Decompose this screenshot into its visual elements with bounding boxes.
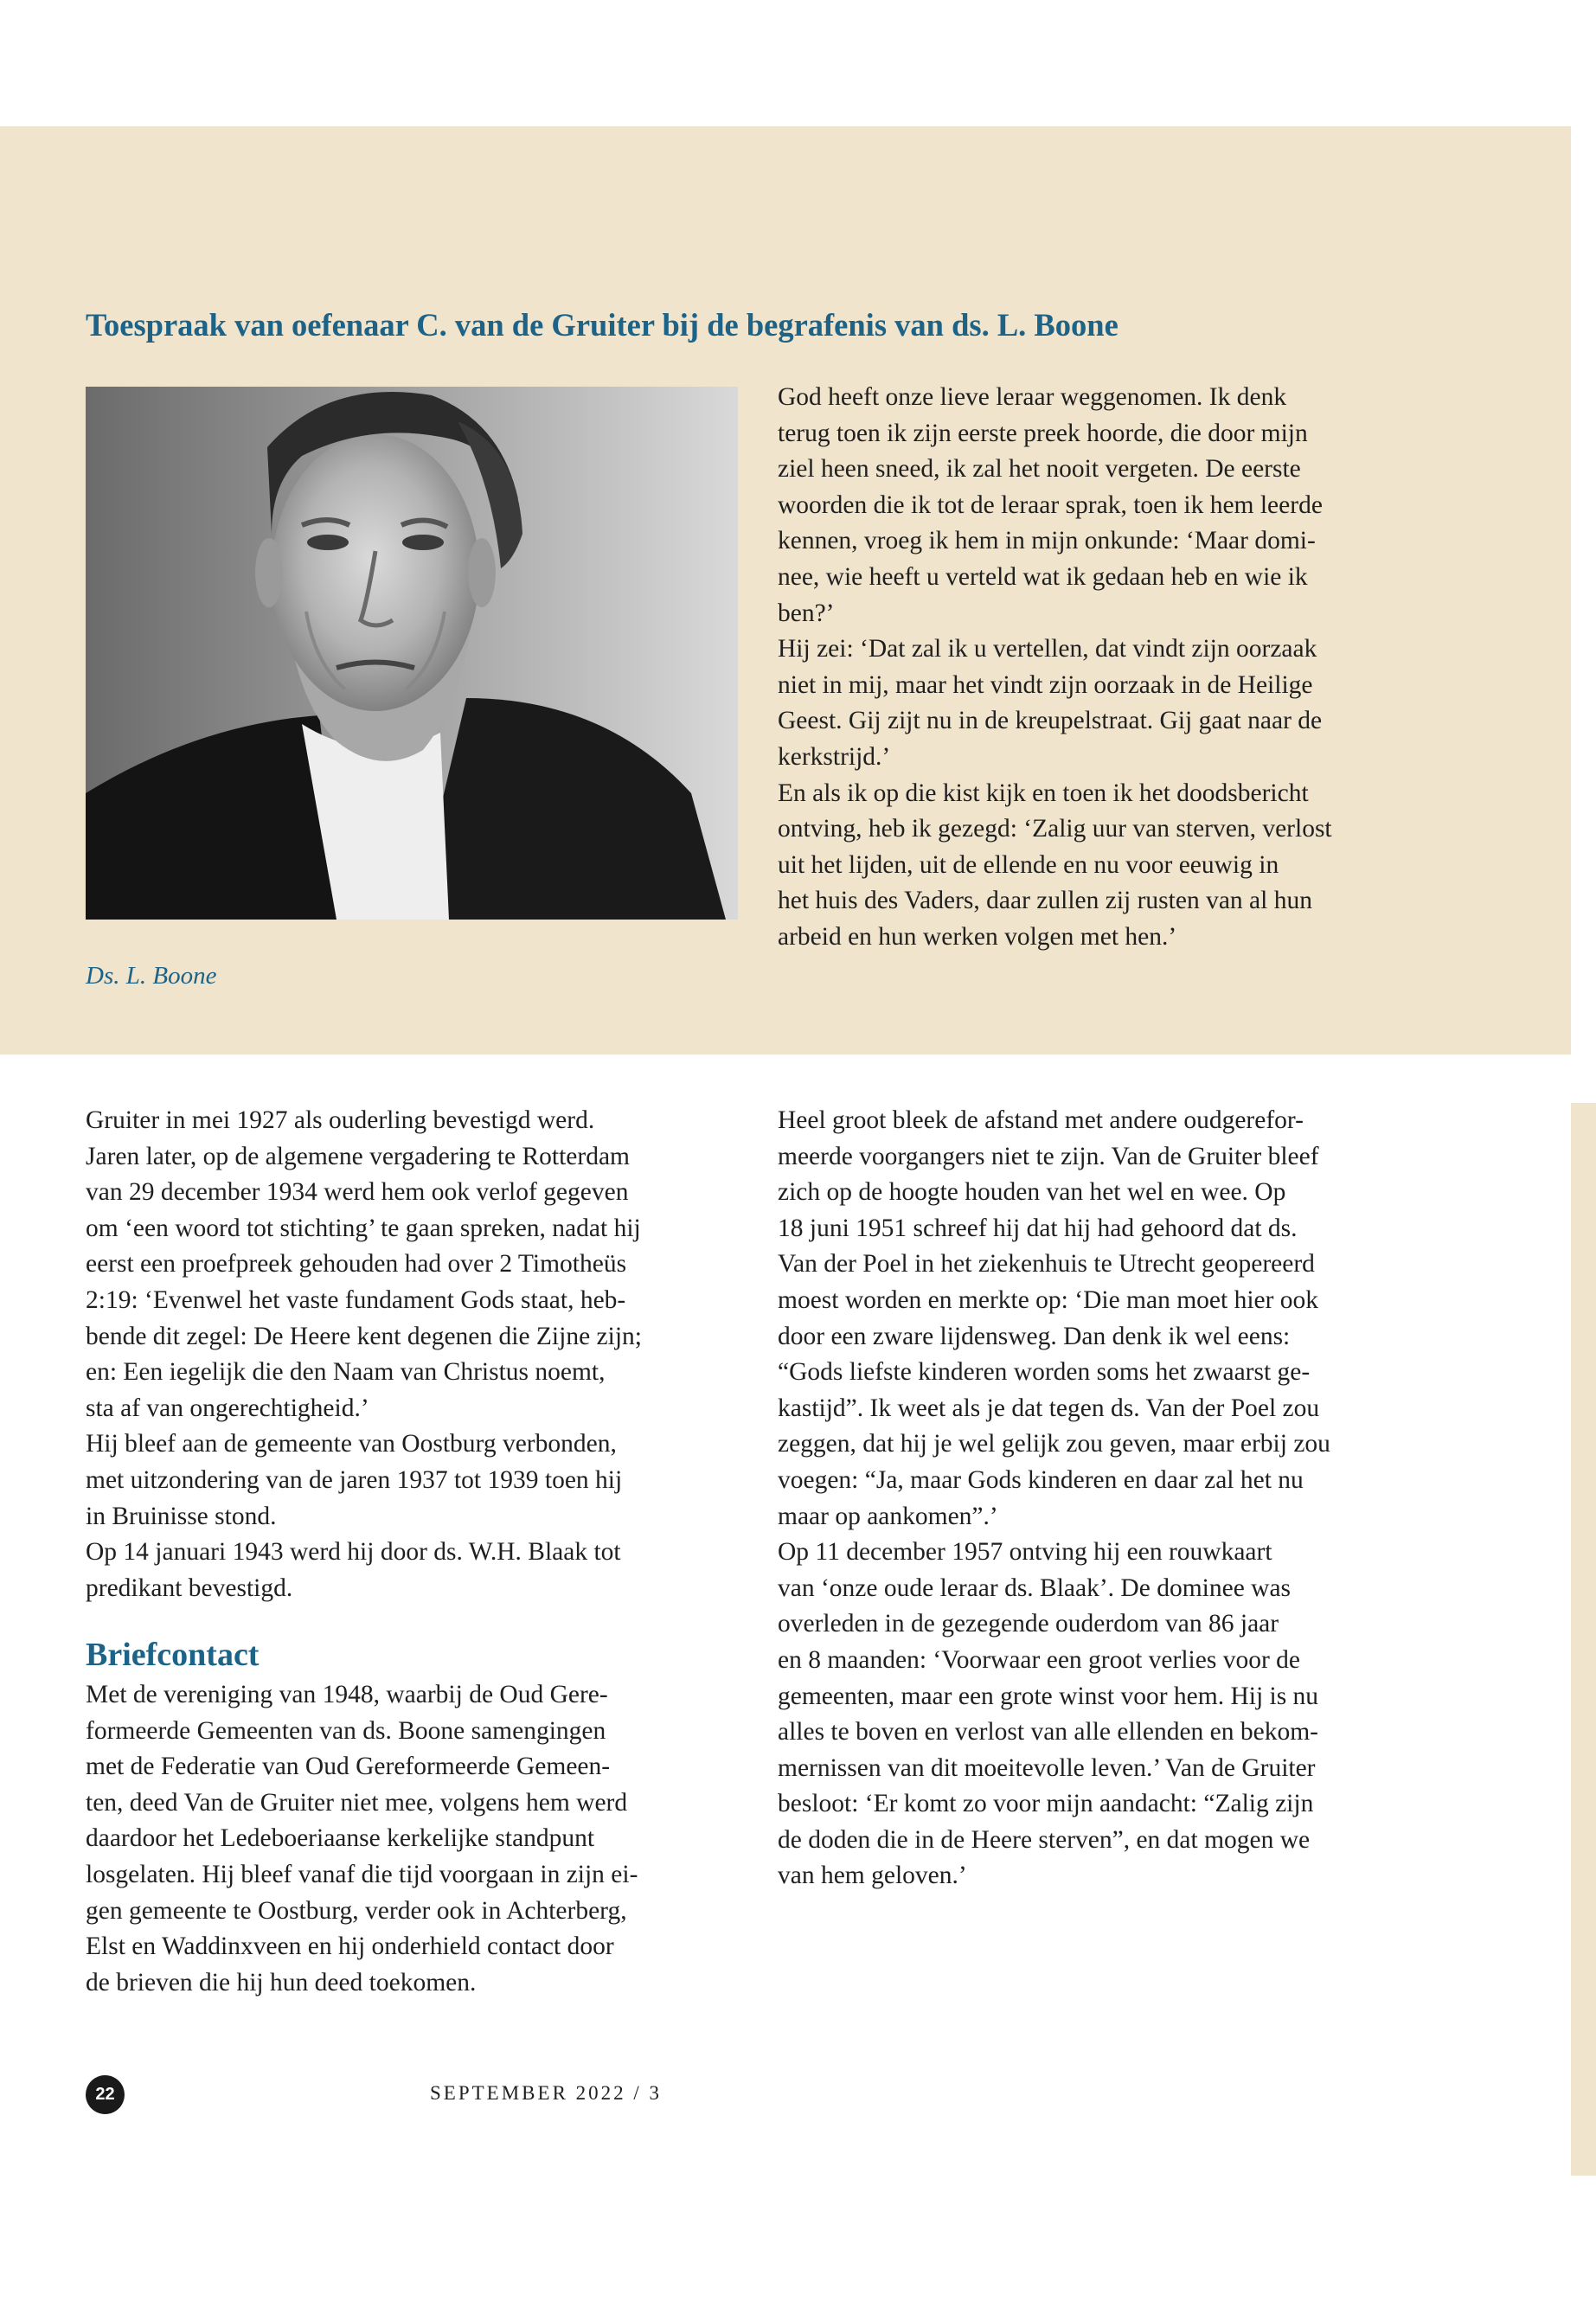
text-line: formeerde Gemeenten van ds. Boone samengingen [86, 1716, 606, 1745]
text-line: nee, wie heeft u verteld wat ik gedaan heb en wie ik [778, 562, 1308, 591]
text-line: kastijd”. Ik weet als je dat tegen ds. Van der Poel zou [778, 1394, 1320, 1422]
text-line: predikant bevestigd. [86, 1574, 293, 1602]
text-line: terug toen ik zijn eerste preek hoorde, die door mijn [778, 419, 1308, 447]
text-line: het huis des Vaders, daar zullen zij rusten van al hun [778, 887, 1312, 915]
photo-caption: Ds. L. Boone [86, 962, 217, 990]
text-line: niet in mij, maar het vindt zijn oorzaak in de Heilige [778, 670, 1313, 699]
text-line: gen gemeente te Oostburg, verder ook in Achterberg, [86, 1896, 627, 1925]
text-line: meerde voorgangers niet te zijn. Van de Gruiter bleef [778, 1142, 1319, 1170]
text-line: ten, deed Van de Gruiter niet mee, volgens hem werd [86, 1788, 628, 1817]
text-line: zeggen, dat hij je wel gelijk zou geven, maar erbij zou [778, 1430, 1330, 1458]
text-line: ben?’ [778, 599, 835, 627]
text-line: sta af van ongerechtigheid.’ [86, 1394, 369, 1422]
left-column-text [86, 1103, 760, 1606]
text-line: arbeid en hun werken volgen met hen.’ [778, 922, 1177, 951]
section-heading-briefcontact: Briefcontact [86, 1637, 260, 1673]
issue-label: SEPTEMBER 2022 / 3 [430, 2082, 663, 2104]
text-line: En als ik op die kist kijk en toen ik het doodsbericht [778, 779, 1309, 807]
text-line: 2:19: ‘Evenwel het vaste fundament Gods staat, heb- [86, 1285, 626, 1314]
text-line: moest worden en merkte op: ‘Die man moet hier ook [778, 1285, 1319, 1314]
portrait-photo [86, 387, 738, 920]
text-line: voegen: “Ja, maar Gods kinderen en daar zal het nu [778, 1465, 1304, 1494]
briefcontact-text [86, 1677, 760, 2001]
text-line: besloot: ‘Er komt zo voor mijn aandacht: “Zalig zijn [778, 1790, 1314, 1818]
text-line: van ‘onze oude leraar ds. Blaak’. De dominee was [778, 1574, 1292, 1602]
text-line: mernissen van dit moeitevolle leven.’ Van de Gruiter [778, 1753, 1316, 1782]
text-line: kennen, vroeg ik hem in mijn onkunde: ‘Maar domi- [778, 527, 1316, 555]
text-line: van hem geloven.’ [778, 1862, 967, 1890]
text-line: Heel groot bleek de afstand met andere oudgerefor- [778, 1106, 1304, 1134]
text-line: losgelaten. Hij bleef vanaf die tijd voorgaan in zijn ei- [86, 1860, 638, 1888]
text-line: gemeenten, maar een grote winst voor hem. Hij is nu [778, 1682, 1319, 1710]
text-line: 18 juni 1951 schreef hij dat hij had gehoord dat ds. [778, 1214, 1298, 1242]
text-line: eerst een proefpreek gehouden had over 2 Timotheüs [86, 1250, 627, 1279]
text-line: met de Federatie van Oud Gereformeerde Gemeen- [86, 1753, 611, 1781]
text-line: Hij zei: ‘Dat zal ik u vertellen, dat vindt zijn oorzaak [778, 635, 1317, 663]
text-line: overleden in de gezegende ouderdom van 86 jaar [778, 1610, 1279, 1638]
text-line: ontving, heb ik gezegd: ‘Zalig uur van sterven, verlost [778, 815, 1332, 843]
text-line: Met de vereniging van 1948, waarbij de Oud Gere- [86, 1681, 608, 1708]
text-line: zich op de hoogte houden van het wel en wee. Op [778, 1178, 1286, 1207]
text-line: Hij bleef aan de gemeente van Oostburg verbonden, [86, 1430, 617, 1458]
text-line: Elst en Waddinxveen en hij onderhield contact door [86, 1932, 614, 1961]
right-column-text [778, 1103, 1522, 1894]
text-line: de brieven die hij hun deed toekomen. [86, 1968, 477, 1997]
text-line: maar op aankomen”.’ [778, 1502, 998, 1530]
text-line: Gruiter in mei 1927 als ouderling bevestigd werd. [86, 1106, 595, 1134]
article-title: Toespraak van oefenaar C. van de Gruiter bij de begrafenis van ds. L. Boone [86, 307, 1118, 343]
text-line: uit het lijden, uit de ellende en nu voor eeuwig in [778, 850, 1279, 879]
text-line: met uitzondering van de jaren 1937 tot 1939 toen hij [86, 1465, 623, 1494]
text-line: en 8 maanden: ‘Voorwaar een groot verlies voor de [778, 1645, 1300, 1674]
text-line: de doden die in de Heere sterven”, en dat mogen we [778, 1825, 1311, 1854]
text-line: “Gods liefste kinderen worden soms het zwaarst ge- [778, 1358, 1311, 1387]
text-line: Jaren later, op de algemene vergadering te Rotterdam [86, 1142, 630, 1170]
text-line: in Bruinisse stond. [86, 1502, 277, 1530]
side-color-strip [1571, 1103, 1596, 2176]
text-line: van 29 december 1934 werd hem ook verlof gegeven [86, 1178, 629, 1207]
text-line: alles te boven en verlost van alle ellenden en bekom- [778, 1718, 1319, 1747]
text-line: Op 14 januari 1943 werd hij door ds. W.H. Blaak tot [86, 1538, 621, 1567]
text-line: om ‘een woord tot stichting’ te gaan spreken, nadat hij [86, 1214, 641, 1242]
page-number: 22 [86, 2075, 125, 2114]
text-line: Geest. Gij zijt nu in de kreupelstraat. Gij gaat naar de [778, 707, 1323, 735]
text-line: Van der Poel in het ziekenhuis te Utrecht geopereerd [778, 1250, 1315, 1279]
text-line: en: Een iegelijk die den Naam van Christus noemt, [86, 1358, 606, 1387]
text-line: woorden die ik tot de leraar sprak, toen ik hem leerde [778, 490, 1323, 519]
text-line: bende dit zegel: De Heere kent degenen die Zijne zijn; [86, 1322, 642, 1350]
text-line: door een zware lijdensweg. Dan denk ik wel eens: [778, 1322, 1291, 1350]
text-line: kerkstrijd.’ [778, 742, 891, 771]
text-line: God heeft onze lieve leraar weggenomen. Ik denk [778, 383, 1287, 411]
text-line: daardoor het Ledeboeriaanse kerkelijke standpunt [86, 1824, 595, 1853]
text-line: ziel heen sneed, ik zal het nooit vergeten. De eerste [778, 455, 1301, 484]
speech-text [778, 380, 1522, 956]
text-line: Op 11 december 1957 ontving hij een rouwkaart [778, 1538, 1272, 1567]
